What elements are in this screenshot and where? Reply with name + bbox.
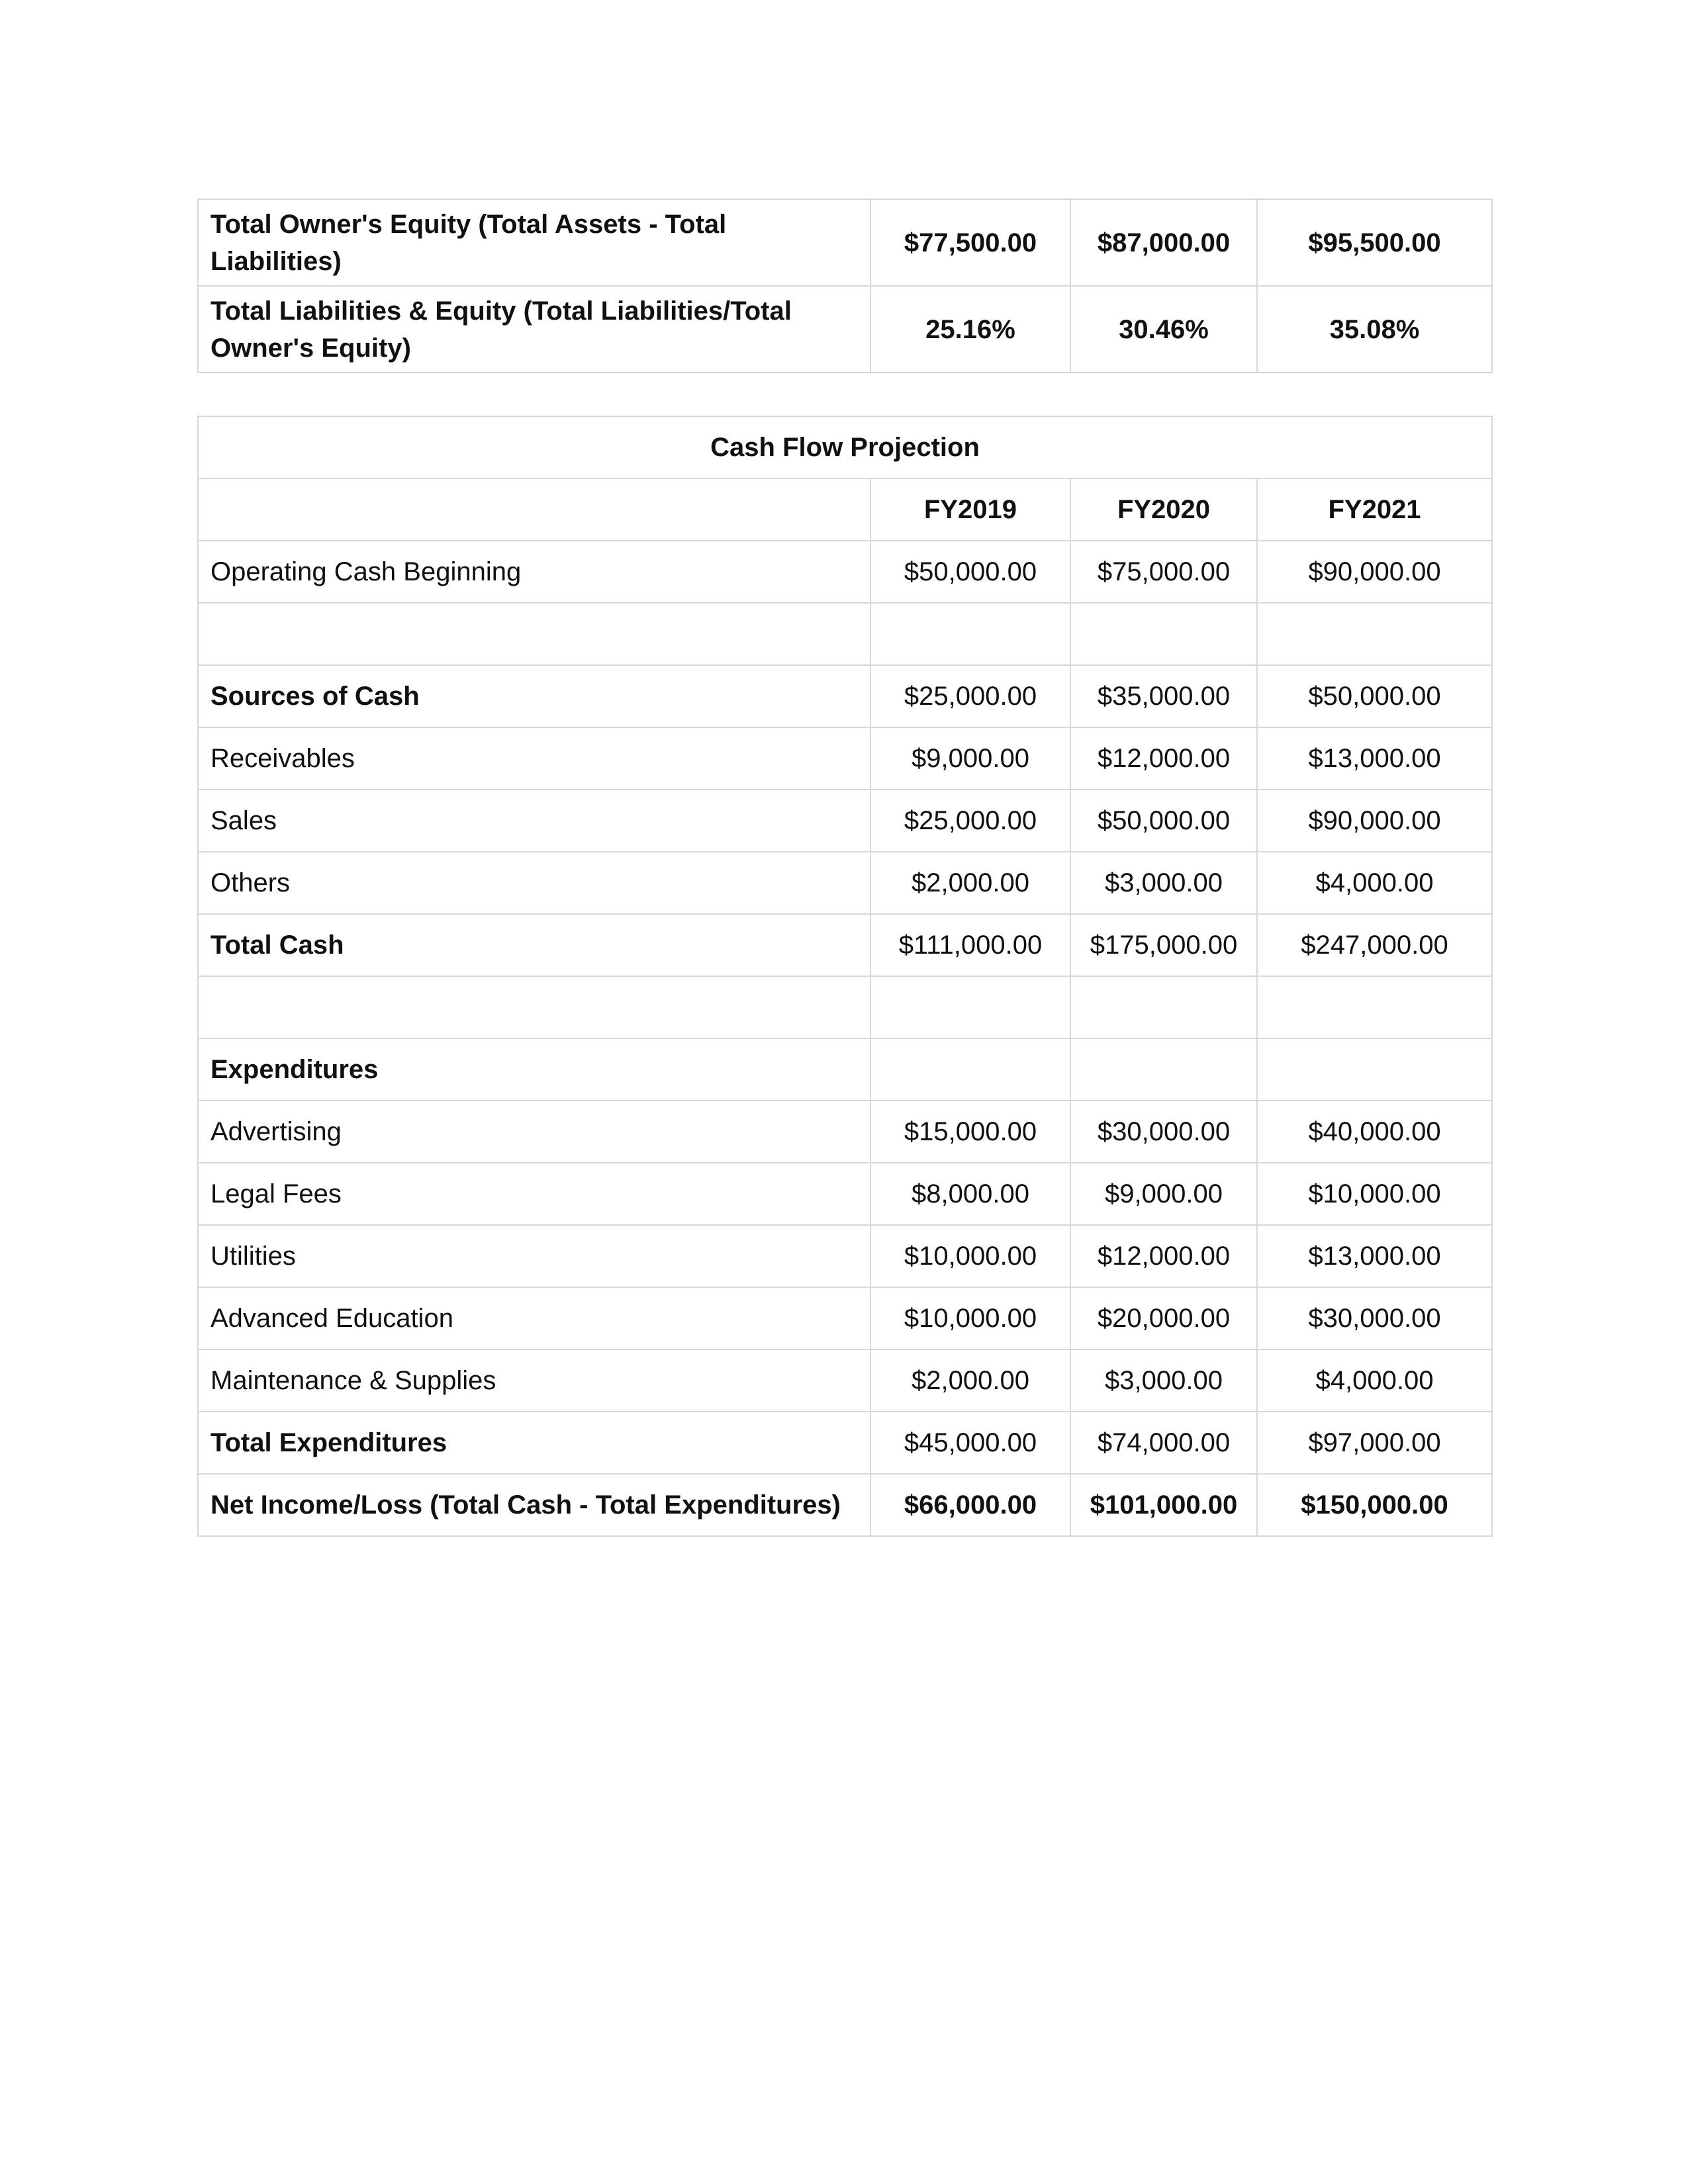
cell-value: 30.46% [1070,286,1257,373]
table-row-net-income [198,1474,1492,1536]
cell-value: $247,000.00 [1257,914,1492,976]
cell-value: $9,000.00 [1070,1163,1257,1225]
equity-summary-table [197,199,1493,373]
cell-value: $12,000.00 [1070,727,1257,790]
row-label: Advanced Education [198,1287,870,1349]
cell-value: $35,000.00 [1070,665,1257,727]
table-row [198,1412,1492,1474]
cell-value: $74,000.00 [1070,1412,1257,1474]
table-title: Cash Flow Projection [198,416,1492,478]
cell-value [870,976,1070,1038]
cell-value: $90,000.00 [1257,790,1492,852]
table-header-row [198,478,1492,541]
cell-value: $175,000.00 [1070,914,1257,976]
table-row [198,541,1492,603]
cell-value: $50,000.00 [870,541,1070,603]
table-row [198,1287,1492,1349]
cell-value: $4,000.00 [1257,852,1492,914]
cell-value [1070,976,1257,1038]
cell-value: $15,000.00 [870,1101,1070,1163]
row-label [198,603,870,665]
cell-value: $25,000.00 [870,665,1070,727]
cell-value: $101,000.00 [1070,1474,1257,1536]
cell-value: $97,000.00 [1257,1412,1492,1474]
cell-value [1257,1038,1492,1101]
cell-value: $95,500.00 [1257,199,1492,286]
table-title-row [198,416,1492,478]
cell-value: $30,000.00 [1257,1287,1492,1349]
table-row-spacer [198,976,1492,1038]
cell-value: $25,000.00 [870,790,1070,852]
table-row [198,1225,1492,1287]
cell-value: $75,000.00 [1070,541,1257,603]
cell-value: $10,000.00 [1257,1163,1492,1225]
cell-value: $77,500.00 [870,199,1070,286]
cell-value: $50,000.00 [1257,665,1492,727]
row-label: Total Owner's Equity (Total Assets - Total Liabilities) [198,199,870,286]
cell-value: $3,000.00 [1070,1349,1257,1412]
row-label: Total Cash [198,914,870,976]
cell-value: $2,000.00 [870,852,1070,914]
cell-value: $13,000.00 [1257,1225,1492,1287]
header-empty-cell [198,478,870,541]
cell-value: $40,000.00 [1257,1101,1492,1163]
row-label: Operating Cash Beginning [198,541,870,603]
table-row [198,1101,1492,1163]
table-row [198,199,1492,286]
cell-value: $30,000.00 [1070,1101,1257,1163]
row-label: Total Expenditures [198,1412,870,1474]
cell-value [1257,603,1492,665]
row-label: Sales [198,790,870,852]
cell-value: $50,000.00 [1070,790,1257,852]
cell-value: 35.08% [1257,286,1492,373]
cell-value: $2,000.00 [870,1349,1070,1412]
cell-value: $90,000.00 [1257,541,1492,603]
year-header: FY2020 [1070,478,1257,541]
cell-value: $10,000.00 [870,1225,1070,1287]
cell-value: $9,000.00 [870,727,1070,790]
cell-value: $12,000.00 [1070,1225,1257,1287]
table-row [198,665,1492,727]
cell-value: $66,000.00 [870,1474,1070,1536]
cell-value: $10,000.00 [870,1287,1070,1349]
row-label: Legal Fees [198,1163,870,1225]
row-label: Maintenance & Supplies [198,1349,870,1412]
table-row [198,1349,1492,1412]
year-header: FY2021 [1257,478,1492,541]
cell-value: $13,000.00 [1257,727,1492,790]
year-header: FY2019 [870,478,1070,541]
table-row [198,790,1492,852]
row-label: Expenditures [198,1038,870,1101]
row-label: Advertising [198,1101,870,1163]
row-label: Utilities [198,1225,870,1287]
cell-value [870,1038,1070,1101]
row-label: Total Liabilities & Equity (Total Liabilities/Total Owner's Equity) [198,286,870,373]
cell-value: $3,000.00 [1070,852,1257,914]
cell-value: $45,000.00 [870,1412,1070,1474]
table-row [198,286,1492,373]
table-row [198,1163,1492,1225]
cash-flow-table [197,416,1493,1537]
table-row [198,852,1492,914]
row-label: Sources of Cash [198,665,870,727]
row-label: Receivables [198,727,870,790]
table-row [198,914,1492,976]
cell-value [870,603,1070,665]
row-label: Others [198,852,870,914]
row-label: Net Income/Loss (Total Cash - Total Expenditures) [198,1474,870,1536]
cell-value: $20,000.00 [1070,1287,1257,1349]
row-label [198,976,870,1038]
cell-value: $150,000.00 [1257,1474,1492,1536]
cell-value: $4,000.00 [1257,1349,1492,1412]
cell-value: $87,000.00 [1070,199,1257,286]
cell-value: $111,000.00 [870,914,1070,976]
table-row-spacer [198,603,1492,665]
cell-value [1070,1038,1257,1101]
table-row [198,727,1492,790]
cell-value [1257,976,1492,1038]
table-row [198,1038,1492,1101]
cell-value: $8,000.00 [870,1163,1070,1225]
cell-value: 25.16% [870,286,1070,373]
cell-value [1070,603,1257,665]
